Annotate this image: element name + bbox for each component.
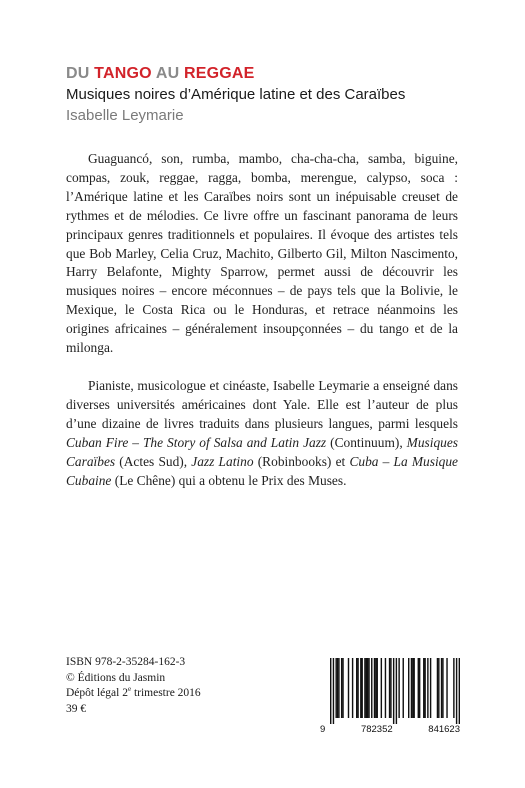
barcode-bar — [367, 658, 368, 718]
barcode-bar — [441, 658, 442, 718]
barcode-bar — [341, 658, 342, 718]
publisher-actes-sud: (Actes Sud), — [115, 453, 192, 469]
barcode-bar — [330, 658, 331, 724]
title-word-reggae: REGGAE — [184, 65, 255, 82]
barcode-bar — [430, 658, 431, 718]
book-author: Isabelle Leymarie — [66, 107, 184, 124]
barcode-bar — [377, 658, 378, 718]
barcode-bar — [393, 658, 394, 724]
barcode-bar — [408, 658, 409, 718]
barcode-bar — [423, 658, 424, 718]
barcode-bar — [366, 658, 367, 718]
barcode-bar — [424, 658, 425, 718]
barcode-bar — [419, 658, 420, 718]
barcode-bar — [403, 658, 404, 718]
barcode-bar — [412, 658, 413, 718]
book-title — [66, 64, 486, 84]
barcode-bar — [413, 658, 414, 718]
book-header — [66, 64, 486, 126]
legal-deposit-superscript: e — [127, 685, 132, 694]
barcode-bar — [375, 658, 376, 718]
barcode-bar — [361, 658, 362, 718]
barcode-bar — [418, 658, 419, 718]
copyright-line: © Éditions du Jasmin — [66, 671, 166, 684]
barcode-bar — [438, 658, 439, 718]
isbn-barcode — [320, 658, 460, 738]
book-title-musiques-caraibes: Musiques Caraïbes — [66, 434, 458, 469]
barcode-bar — [381, 658, 382, 718]
barcode-bars — [320, 658, 460, 724]
legal-deposit-suffix: trimestre 2016 — [131, 687, 201, 699]
barcode-bar — [352, 658, 353, 718]
publisher-robinbooks: (Robinbooks) et — [253, 453, 350, 469]
barcode-bar — [337, 658, 338, 718]
barcode-bar — [385, 658, 386, 718]
barcode-bar — [357, 658, 358, 718]
book-subtitle: Musiques noires d’Amérique latine et des Caraïbes — [66, 86, 406, 103]
barcode-bar — [398, 658, 399, 718]
barcode-bar — [348, 658, 349, 718]
blurb — [66, 150, 458, 490]
book-title-cuba: Cuba – La Musique Cubaine — [66, 453, 458, 488]
barcode-bar — [459, 658, 460, 724]
barcode-bar — [356, 658, 357, 718]
colophon — [66, 655, 201, 717]
author-bio-text: Pianiste, musicologue et cinéaste, Isabelle Leymarie a enseigné dans diverses universités américaines dont Yale. Elle est l’auteur de plus d’une dizaine de livres traduits dans plusieurs langues, parmi lesquels — [66, 377, 458, 431]
barcode-bar — [371, 658, 372, 718]
barcode-bar — [456, 658, 457, 724]
blurb-paragraph-1: Guaguancó, son, rumba, mambo, cha-cha-cha, samba, biguine, compas, zouk, reggae, ragga, bomba, merengue, calypso, soca : l’Amérique latine et les Caraïbes noirs sont un inépuisable creuset de rythmes et de mélodies. Ce livre offre un fascinant panorama de leurs principaux genres traditionnels et populaires. Il évoque des artistes tels que Bob Marley, Celia Cruz, Machito, Gilberto Gil, Milton Nascimento, Harry Belafonte, Mighty Sparrow, permet aussi de découvrir les musiques noires – encore méconnues – de pays tels que la Bolivie, le Mexique, le Costa Rica ou le Honduras, et retrace néanmoins les origines africaines – généralement insoupçonnées – du tango et de la milonga. — [66, 151, 458, 356]
barcode-digits — [320, 724, 460, 735]
barcode-bar — [411, 658, 412, 718]
barcode-bar — [446, 658, 447, 718]
isbn-line: ISBN 978-2-35284-162-3 — [66, 656, 186, 668]
barcode-bar — [396, 658, 397, 724]
title-word-du: DU — [66, 65, 90, 82]
barcode-bar — [374, 658, 375, 718]
book-title-cuban-fire: Cuban Fire – The Story of Salsa and Latin Jazz — [66, 434, 327, 450]
publisher-le-chene: (Le Chêne) qui a obtenu le Prix des Muses. — [111, 472, 347, 488]
barcode-digit-group-2: 782352 — [360, 724, 393, 735]
title-word-au: AU — [155, 65, 180, 82]
title-word-tango: TANGO — [94, 65, 152, 82]
barcode-bar — [368, 658, 369, 718]
barcode-bar — [389, 658, 390, 718]
blurb-paragraph-2 — [66, 377, 458, 490]
barcode-digit-group-3: 841623 — [428, 724, 460, 735]
barcode-digit-group-1: 9 — [320, 724, 326, 735]
barcode-bar — [360, 658, 361, 718]
publisher-continuum: (Continuum), — [326, 434, 407, 450]
barcode-bar — [333, 658, 334, 724]
barcode-bar — [390, 658, 391, 718]
barcode-bar — [427, 658, 428, 718]
barcode-bar — [453, 658, 454, 718]
barcode-bar — [338, 658, 339, 718]
legal-deposit-line — [66, 686, 201, 702]
barcode-bar — [335, 658, 336, 718]
barcode-bar — [342, 658, 343, 718]
price-line: 39 € — [66, 702, 87, 715]
barcode-bar — [364, 658, 365, 718]
barcode-bar — [442, 658, 443, 718]
book-title-jazz-latino: Jazz Latino — [191, 453, 254, 469]
barcode-bar — [437, 658, 438, 718]
legal-deposit-prefix: Dépôt légal 2 — [66, 687, 128, 699]
